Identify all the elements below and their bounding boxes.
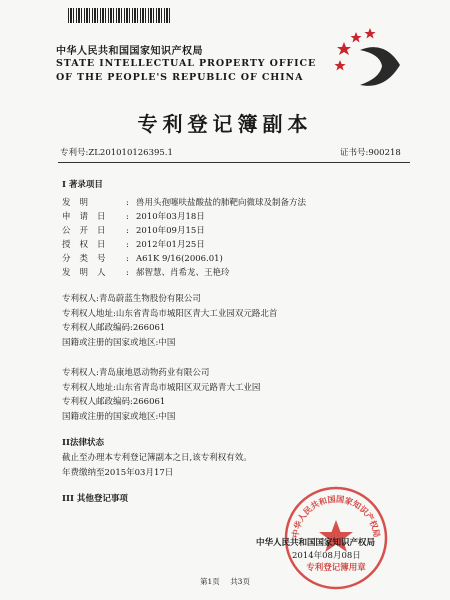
biblio-label: 申请日 — [62, 212, 115, 222]
page-total: 共3页 — [230, 577, 250, 586]
office-name-en-line2: OF THE PEOPLE'S REPUBLIC OF CHINA — [56, 72, 304, 83]
biblio-value: 2010年09月15日 — [136, 226, 205, 236]
biblio-value: A61K 9/16(2006.01) — [136, 254, 223, 264]
stamp-arc-text: 中华人民共和国国家知识产权局 — [289, 493, 383, 539]
biblio-label: 分类号 — [62, 254, 115, 264]
biblio-label: 发明人 — [62, 268, 115, 278]
office-name-en-line1: STATE INTELLECTUAL PROPERTY OFFICE — [56, 58, 317, 69]
section-heading-legal-status: II法律状态 — [62, 438, 104, 448]
section-heading-other: III 其他登记事项 — [62, 494, 128, 504]
sipo-emblem-icon — [330, 20, 410, 100]
biblio-row: 发明 : 兽用头孢噻呋盐酸盐的肺靶向微球及制备方法 — [62, 198, 307, 208]
issue-date: 2014年08月08日 — [292, 551, 361, 561]
section-heading-bibliographic: I 著录项目 — [62, 180, 103, 190]
holder-country: 国籍或注册的国家或地区:中国 — [62, 337, 176, 348]
biblio-value: 兽用头孢噻呋盐酸盐的肺靶向微球及制备方法 — [136, 198, 307, 208]
holder-name: 专利权人:青岛康地恩动物药业有限公司 — [62, 368, 210, 378]
holder-postcode: 专利权人邮政编码:266061 — [62, 397, 166, 407]
holder-postcode: 专利权人邮政编码:266061 — [62, 323, 166, 333]
biblio-label: 发明 — [62, 198, 98, 208]
biblio-label: 授权日 — [62, 240, 115, 250]
holder-name: 专利权人:青岛蔚蓝生物股份有限公司 — [62, 294, 201, 304]
holder-address: 专利权人地址:山东省青岛市城阳区青大工业园双元路北首 — [62, 308, 278, 319]
barcode — [68, 8, 172, 23]
holder-country: 国籍或注册的国家或地区:中国 — [62, 411, 176, 422]
annual-fee-line: 年费缴纳至2015年03月17日 — [62, 467, 174, 478]
biblio-value: 2012年01月25日 — [136, 240, 205, 250]
legal-status-text — [62, 451, 252, 480]
issuing-office: 中华人民共和国国家知识产权局 — [256, 538, 376, 548]
biblio-value: 郝智慧、肖希龙、王艳玲 — [136, 268, 230, 278]
biblio-row: 分类号 : A61K 9/16(2006.01) — [62, 254, 223, 264]
page-number: 第1页 — [200, 577, 220, 586]
patent-holder-1 — [62, 292, 277, 350]
biblio-label: 公开日 — [62, 226, 115, 236]
biblio-row: 申请日 : 2010年03月18日 — [62, 212, 205, 222]
biblio-row: 发明人 : 郝智慧、肖希龙、王艳玲 — [62, 268, 230, 278]
divider — [58, 162, 410, 163]
patent-holder-2 — [62, 366, 260, 424]
biblio-value: 2010年03月18日 — [136, 212, 205, 222]
page-footer — [0, 576, 450, 587]
page-title: 专利登记簿副本 — [137, 112, 313, 136]
holder-address: 专利权人地址:山东省青岛市城阳区双元路青大工业园 — [62, 382, 261, 393]
legal-status-line: 截止至办理本专利登记簿副本之日,该专利权有效。 — [62, 453, 252, 463]
stamp-bottom-text: 专利登记簿用章 — [306, 563, 366, 573]
office-name-cn: 中华人民共和国国家知识产权局 — [56, 46, 203, 57]
patent-number: 专利号:ZL201010126395.1 — [60, 148, 173, 158]
biblio-row: 授权日 : 2012年01月25日 — [62, 240, 205, 250]
biblio-row: 公开日 : 2010年09月15日 — [62, 226, 205, 236]
bibliographic-table — [62, 196, 306, 280]
certificate-number: 证书号:900218 — [340, 148, 401, 158]
